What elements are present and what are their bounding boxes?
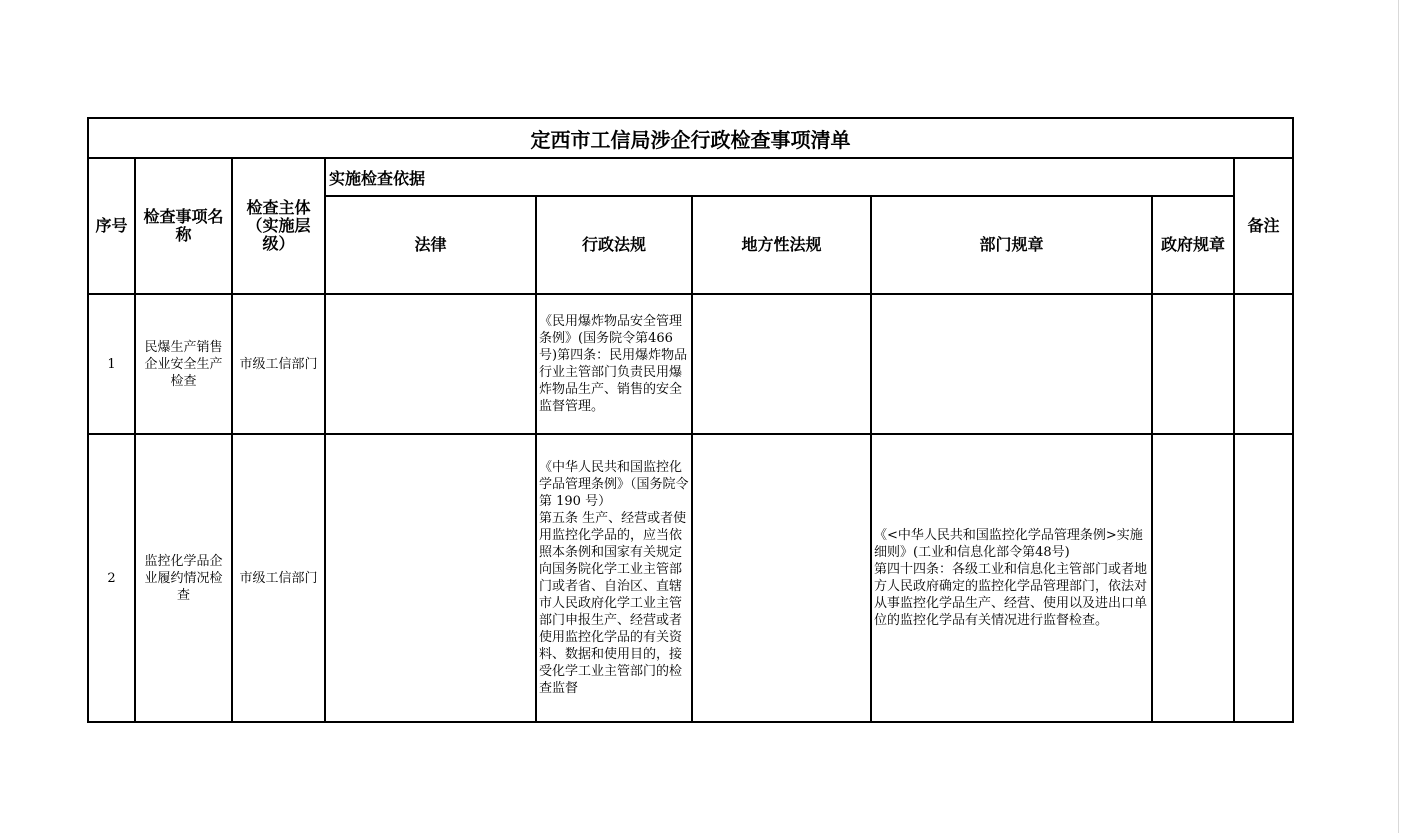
page-edge-line bbox=[1398, 0, 1399, 833]
row-item-name: 民爆生产销售企业安全生产检查 bbox=[135, 294, 232, 434]
row-subject: 市级工信部门 bbox=[232, 434, 325, 722]
row-seq: 2 bbox=[88, 434, 135, 722]
header-subject: 检查主体（实施层级） bbox=[232, 158, 325, 294]
row-subject: 市级工信部门 bbox=[232, 294, 325, 434]
row-dept-rule: 《<中华人民共和国监控化学品管理条例>实施细则》(工业和信息化部令第48号) 第四十四条：各级工业和信息化主管部门或者地方人民政府确定的监控化学品管理部门，依法对从事监控化学品生产、经营、使用以及进出口单位的监控化学品有关情况进行监督检查。 bbox=[871, 434, 1152, 722]
row-gov-rule bbox=[1152, 434, 1234, 722]
title-row bbox=[88, 118, 1293, 158]
header-basis-group: 实施检查依据 bbox=[325, 158, 1234, 196]
inspection-items-table bbox=[87, 117, 1294, 723]
row-law bbox=[325, 294, 536, 434]
row-admin-reg: 《民用爆炸物品安全管理条例》(国务院令第466号)第四条：民用爆炸物品行业主管部门负责民用爆炸物品生产、销售的安全监督管理。 bbox=[536, 294, 692, 434]
header-law: 法律 bbox=[325, 196, 536, 294]
header-dept-rule: 部门规章 bbox=[871, 196, 1152, 294]
header-row-1 bbox=[88, 158, 1293, 196]
row-admin-reg: 《中华人民共和国监控化学品管理条例》（国务院令第 190 号） 第五条 生产、经营或者使用监控化学品的，应当依照本条例和国家有关规定向国务院化学工业主管部门或者省、自治区、直辖市人民政府化学工业主管部门申报生产、经营或者使用监控化学品的有关资料、数据和使用目的，接受化学工业主管部门的检查监督 bbox=[536, 434, 692, 722]
row-dept-rule bbox=[871, 294, 1152, 434]
row-local-reg bbox=[692, 434, 871, 722]
header-remark: 备注 bbox=[1234, 158, 1293, 294]
row-item-name: 监控化学品企业履约情况检查 bbox=[135, 434, 232, 722]
row-gov-rule bbox=[1152, 294, 1234, 434]
header-gov-rule: 政府规章 bbox=[1152, 196, 1234, 294]
row-local-reg bbox=[692, 294, 871, 434]
header-seq: 序号 bbox=[88, 158, 135, 294]
header-item-name: 检查事项名称 bbox=[135, 158, 232, 294]
table-row bbox=[88, 294, 1293, 434]
row-seq: 1 bbox=[88, 294, 135, 434]
table-title: 定西市工信局涉企行政检查事项清单 bbox=[88, 118, 1293, 158]
row-remark bbox=[1234, 294, 1293, 434]
row-law bbox=[325, 434, 536, 722]
row-remark bbox=[1234, 434, 1293, 722]
header-local-reg: 地方性法规 bbox=[692, 196, 871, 294]
table-row bbox=[88, 434, 1293, 722]
header-admin-reg: 行政法规 bbox=[536, 196, 692, 294]
